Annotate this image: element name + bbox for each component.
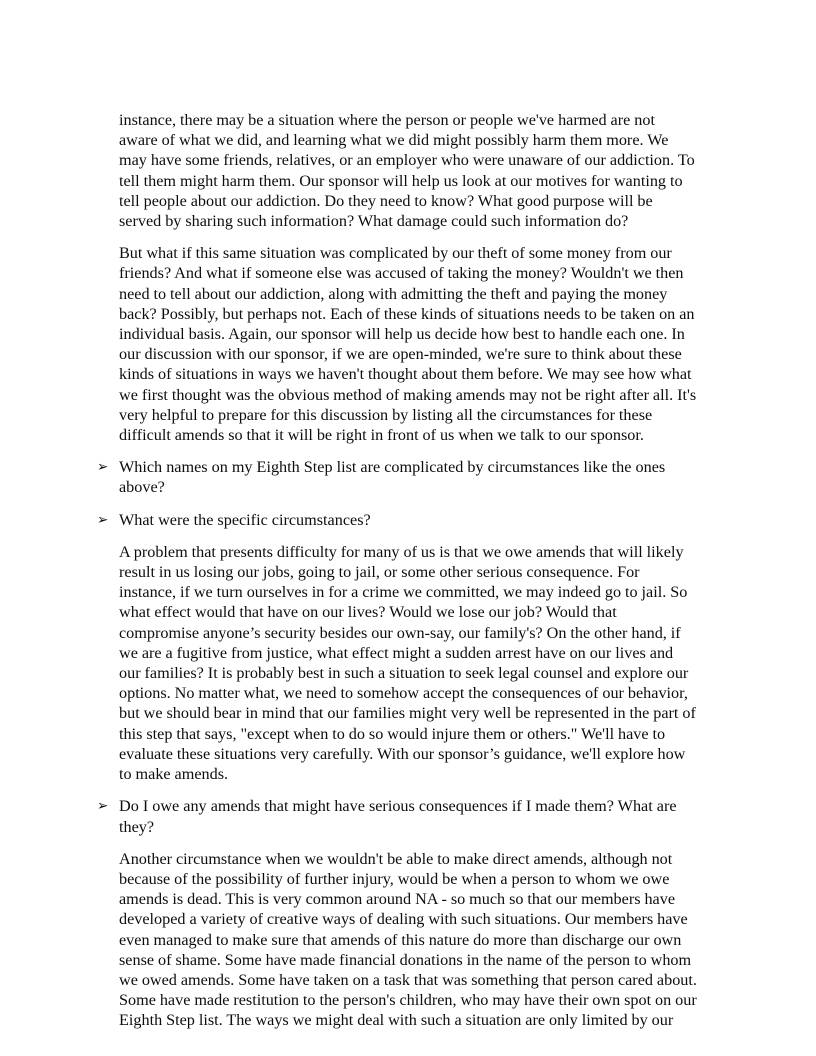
paragraph-serious-consequences: A problem that presents difficulty for many of us is that we owe amends that will likely result in us losing our jobs, going to jail, or some other serious consequence. For instance, if we turn ourselves in for a crime we committed, we may indeed go to jail. So what effect would that have on our lives? Would we lose our job? Would that compromise anyone’s security besides our own-say, our family's? On the other hand, if we are a fugitive from justice, what effect might a sudden arrest have on our lives and our families? It is probably best in such a situation to seek legal counsel and explore our options. No matter what, we need to somehow accept the consequences of our behavior, but we should bear in mind that our families might very well be represented in the part of this step that says, "except when to do so would injure them or others." We'll have to evaluate these situations very carefully. With our sponsor’s guidance, we'll explore how to make amends. <box>119 542 696 784</box>
paragraph-amends-to-the-deceased: Another circumstance when we wouldn't be able to make direct amends, although not because of the possibility of further injury, would be when a person to whom we owe amends is dead. This is very common around NA - so much so that our members have developed a variety of creative ways of dealing with such situations. Our members have even managed to make sure that amends of this nature do more than discharge our own sense of shame. Some have made financial donations in the name of the person to whom we owed amends. Some have taken on a task that was something that person cared about. Some have made restitution to the person's children, who may have their own spot on our Eighth Step list. The ways we might deal with such a situation are only limited by our <box>119 849 697 1030</box>
question-specific-circumstances <box>95 510 697 530</box>
question-serious-consequence-amends-text: Do I owe any amends that might have serious consequences if I made them? What are they? <box>119 797 677 836</box>
arrowhead-bullet-icon: ➢ <box>97 798 109 815</box>
question-specific-circumstances-text: What were the specific circumstances? <box>119 510 371 529</box>
paragraph-complicated-situations: But what if this same situation was complicated by our theft of some money from our friends? And what if someone else was accused of taking the money? Wouldn't we then need to tell about our addiction, along with admitting the theft and paying the money back? Possibly, but perhaps not. Each of these kinds of situations needs to be taken on an individual basis. Again, our sponsor will help us decide how best to handle each one. In our discussion with our sponsor, if we are open-minded, we're sure to think about these kinds of situations in ways we haven't thought about them before. We may see how what we first thought was the obvious method of making amends may not be right after all. It's very helpful to prepare for this discussion by listing all the circumstances for these difficult amends so that it will be right in front of us when we talk to our sponsor. <box>119 244 697 445</box>
question-complicated-names-text: Which names on my Eighth Step list are complicated by circumstances like the ones above? <box>119 458 666 497</box>
page-content-body <box>95 110 697 1031</box>
arrowhead-bullet-icon: ➢ <box>97 459 109 476</box>
paragraph-motives-for-telling: instance, there may be a situation where the person or people we've harmed are not aware of what we did, and learning what we did might possibly harm them more. We may have some friends, relatives, or an employer who were unaware of our addiction. To tell them might harm them. Our sponsor will help us look at our motives for wanting to tell people about our addiction. Do they need to know? What good purpose will be served by sharing such information? What damage could such information do? <box>119 111 695 231</box>
question-complicated-names <box>95 457 697 497</box>
arrowhead-bullet-icon: ➢ <box>97 511 109 528</box>
question-serious-consequence-amends <box>95 796 697 836</box>
